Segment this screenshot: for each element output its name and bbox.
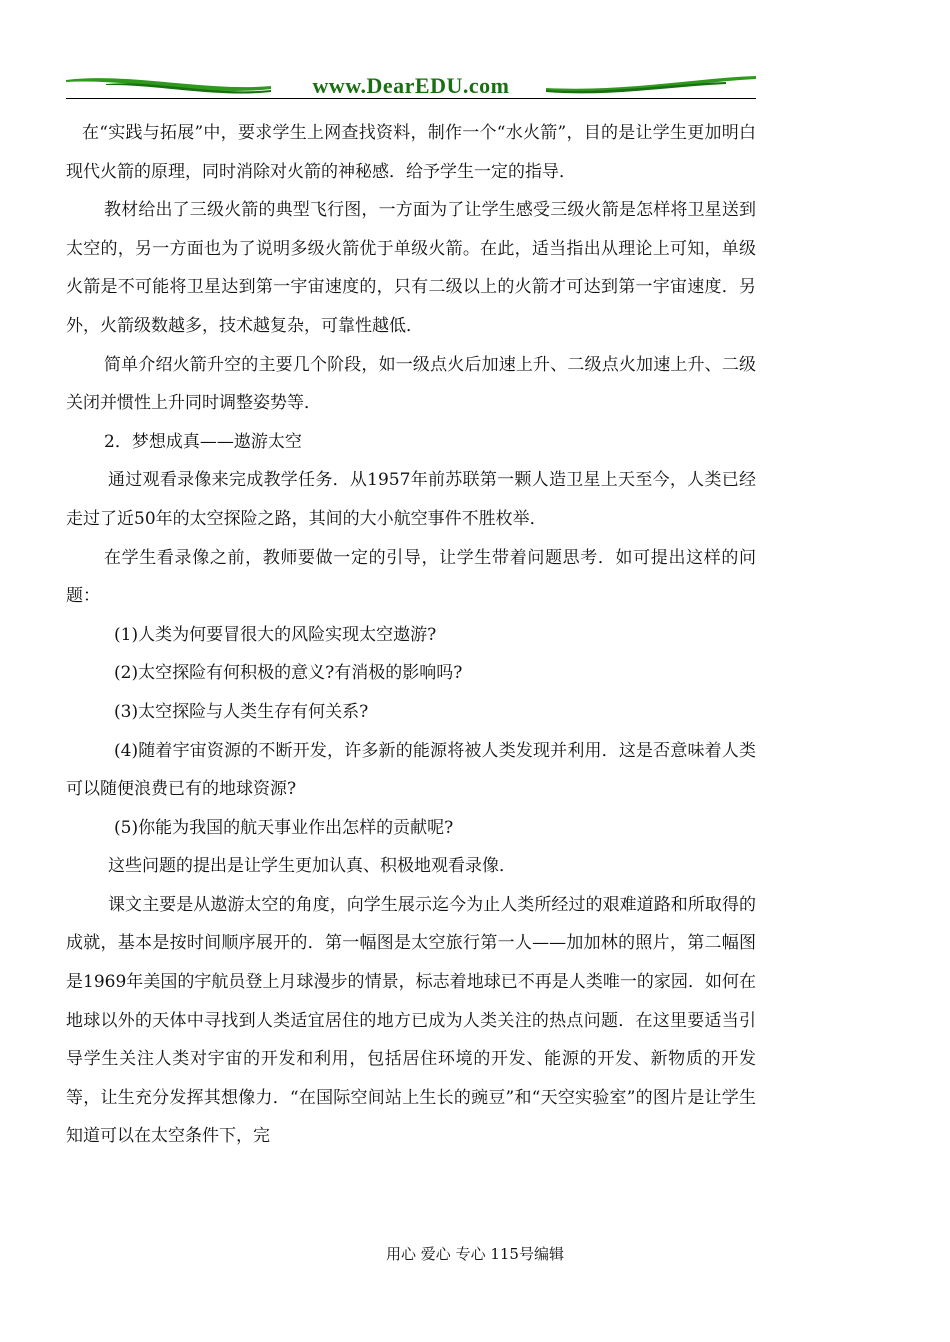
paragraph: (1)人类为何要冒很大的风险实现太空遨游? <box>114 624 437 645</box>
header-divider <box>66 98 756 99</box>
logo-text: www.DearEDU.com <box>312 73 510 98</box>
paragraph: (3)太空探险与人类生存有何关系? <box>114 701 369 722</box>
paragraph: 课文主要是从遨游太空的角度，向学生展示迄今为止人类所经过的艰难道路和所取得的成就，基本是按时间顺序展开的．第一幅图是太空旅行第一人——加加林的照片，第二幅图是1969年美国的宇航员登上月球漫步的情景，标志着地球已不再是人类唯一的家园．如何在地球以外的天体中寻找到人类适宜居住的地方已成为人类关注的热点问题．在这里要适当引导学生关注人类对宇宙的开发和利用，包括居住环境的开发、能源的开发、新物质的开发等，让生充分发挥其想像力．“在国际空间站上生长的豌豆”和“天空实验室”的图片是让学生知道可以在太空条件下，完 <box>66 894 756 1147</box>
paragraph: 教材给出了三级火箭的典型飞行图，一方面为了让学生感受三级火箭是怎样将卫星送到太空的，另一方面也为了说明多级火箭优于单级火箭。在此，适当指出从理论上可知，单级火箭是不可能将卫星达到第一宇宙速度的，只有二级以上的火箭才可达到第一宇宙速度．另外，火箭级数越多，技术越复杂，可靠性越低． <box>66 200 756 336</box>
paragraph: (5)你能为我国的航天事业作出怎样的贡献呢? <box>114 817 454 838</box>
paragraph: (4)随着宇宙资源的不断开发，许多新的能源将被人类发现并利用．这是否意味着人类可以随便浪费已有的地球资源? <box>66 740 756 800</box>
paragraph: (2)太空探险有何积极的意义?有消极的影响吗? <box>114 663 463 684</box>
page-footer: 用心 爱心 专心 115号编辑 <box>386 1245 564 1263</box>
paragraph: 在学生看录像之前，教师要做一定的引导，让学生带着问题思考．如可提出这样的问题： <box>66 547 756 607</box>
paragraph: 在“实践与拓展”中，要求学生上网查找资料，制作一个“水火箭”，目的是让学生更加明白现代火箭的原理，同时消除对火箭的神秘感．给予学生一定的指导． <box>66 123 756 182</box>
paragraph: 2．梦想成真——遨游太空 <box>104 431 302 452</box>
paragraph: 简单介绍火箭升空的主要几个阶段，如一级点火后加速上升、二级点火加速上升、二级关闭并惯性上升同时调整姿势等． <box>66 354 756 414</box>
paragraph: 这些问题的提出是让学生更加认真、积极地观看录像． <box>108 856 516 877</box>
document-body <box>66 114 756 1156</box>
paragraph: 通过观看录像来完成教学任务．从1957年前苏联第一颗人造卫星上天至今，人类已经走过了近50年的太空探险之路，其间的大小航空事件不胜枚举． <box>66 470 756 529</box>
